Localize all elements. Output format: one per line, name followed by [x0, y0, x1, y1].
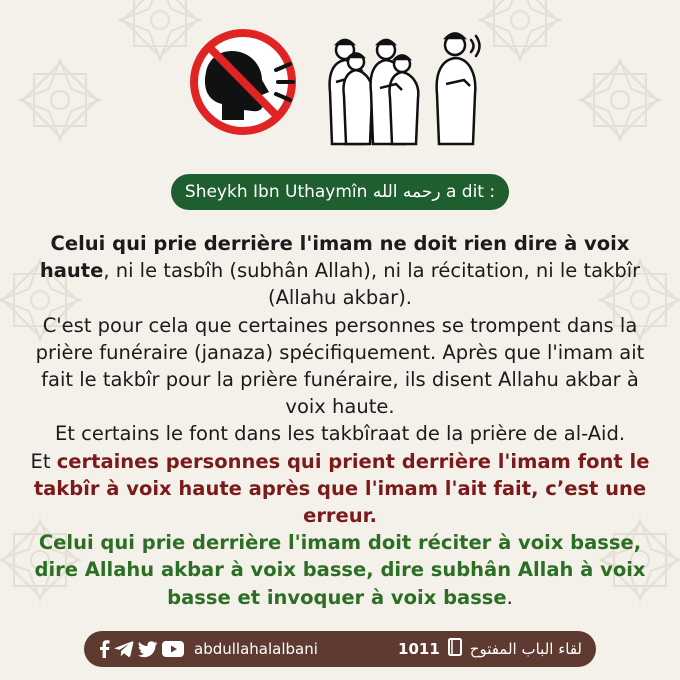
attribution-banner [171, 174, 509, 210]
paragraph-2: C'est pour cela que certaines personnes se trompent dans la prière funéraire (janaza) spécifiquement. Après que l'imam ait fait le takbîr pour la prière funéraire, ils disent Allahu akbar à voix haute. [35, 313, 645, 419]
paragraph-5-highlight: Celui qui prie derrière l'imam doit réciter à voix basse, dire Allahu akbar à voix basse, dire subhân Allah à voix basse et invoquer à voix basse [34, 531, 646, 609]
quote-text [28, 230, 652, 611]
paragraph-4-lead: Et [30, 449, 57, 473]
facebook-icon[interactable] [98, 640, 110, 658]
footer-social [98, 640, 318, 658]
scholar-name: Sheykh Ibn Uthaymîn [184, 182, 368, 202]
source-reference [398, 638, 582, 660]
footer-bar [84, 631, 596, 667]
attribution-verb: a dit : [445, 182, 496, 202]
paragraph-1 [28, 230, 652, 312]
praying-men-icon [330, 40, 419, 144]
telegram-icon[interactable] [114, 640, 134, 658]
twitter-icon[interactable] [138, 640, 158, 658]
paragraph-5-end: . [506, 585, 513, 609]
speaking-man-icon [437, 34, 480, 145]
no-speaking-icon [194, 33, 293, 131]
paragraph-5 [28, 529, 652, 611]
source-title: لقاء الباب المفتوح [469, 640, 582, 658]
paragraph-1-rest: , ni le tasbîh (subhân Allah), ni la récitation, ni le takbîr (Allahu akbar). [103, 259, 641, 310]
social-handle: abdullahalalbani [194, 640, 318, 658]
paragraph-4 [28, 448, 652, 530]
book-icon [448, 638, 462, 660]
social-icons [98, 640, 184, 658]
honorific: رحمه الله [372, 182, 441, 202]
youtube-icon[interactable] [162, 641, 184, 657]
paragraph-1-bold: Celui qui prie derrière l'imam ne doit rien dire à voix haute [39, 232, 630, 283]
illustration-banner [0, 0, 680, 170]
paragraph-4-highlight: certaines personnes qui prient derrière l'imam font le takbîr à voix haute après que l'imam l'ait fait, c’est une erreur. [33, 449, 650, 528]
source-number: 1011 [398, 640, 440, 658]
paragraph-3: Et certains le font dans les takbîraat de la prière de al-Aid. [54, 422, 626, 446]
